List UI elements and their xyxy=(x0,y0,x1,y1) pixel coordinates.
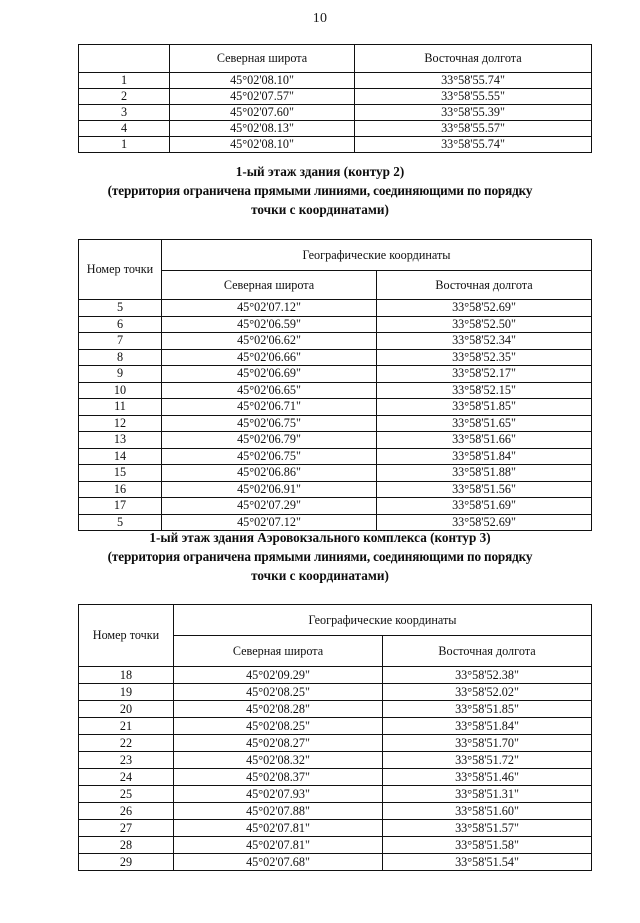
cell-latitude: 45°02'06.91" xyxy=(162,481,377,498)
table-row xyxy=(79,820,592,837)
cell-point-number: 13 xyxy=(79,432,162,449)
header-latitude: Северная широта xyxy=(162,271,377,300)
table-row xyxy=(79,121,592,137)
cell-longitude: 33°58'51.85" xyxy=(377,399,592,416)
table-row xyxy=(79,837,592,854)
cell-latitude: 45°02'08.37" xyxy=(174,769,383,786)
cell-point-number: 9 xyxy=(79,366,162,383)
cell-point-number: 3 xyxy=(79,105,170,121)
cell-latitude: 45°02'08.28" xyxy=(174,701,383,718)
header-point-number: Номер точки xyxy=(79,240,162,300)
cell-point-number: 14 xyxy=(79,448,162,465)
cell-point-number: 12 xyxy=(79,415,162,432)
cell-longitude: 33°58'51.69" xyxy=(377,498,592,515)
cell-longitude: 33°58'52.38" xyxy=(383,667,592,684)
table-header-row-group xyxy=(79,605,592,636)
cell-longitude: 33°58'51.84" xyxy=(377,448,592,465)
table-row xyxy=(79,349,592,366)
cell-longitude: 33°58'51.57" xyxy=(383,820,592,837)
header-longitude: Восточная долгота xyxy=(377,271,592,300)
heading-line-title: 1-ый этаж здания (контур 2) xyxy=(235,164,405,179)
coordinates-table-contour-1 xyxy=(78,44,592,153)
cell-longitude: 33°58'51.84" xyxy=(383,718,592,735)
cell-point-number: 5 xyxy=(79,300,162,317)
table-row xyxy=(79,498,592,515)
heading-line-description: (территория ограничена прямыми линиями, соединяющими по порядку xyxy=(107,183,533,198)
table-body xyxy=(79,73,592,153)
cell-latitude: 45°02'08.13" xyxy=(170,121,355,137)
cell-longitude: 33°58'51.54" xyxy=(383,854,592,871)
cell-point-number: 1 xyxy=(79,137,170,153)
coordinates-table-contour-3 xyxy=(78,604,592,871)
cell-longitude: 33°58'51.60" xyxy=(383,803,592,820)
cell-point-number: 28 xyxy=(79,837,174,854)
cell-latitude: 45°02'08.10" xyxy=(170,73,355,89)
cell-longitude: 33°58'51.72" xyxy=(383,752,592,769)
cell-longitude: 33°58'52.35" xyxy=(377,349,592,366)
table-row xyxy=(79,137,592,153)
cell-latitude: 45°02'07.81" xyxy=(174,837,383,854)
table-row xyxy=(79,718,592,735)
cell-longitude: 33°58'51.65" xyxy=(377,415,592,432)
heading-line-description: (территория ограничена прямыми линиями, соединяющими по порядку xyxy=(107,549,533,564)
cell-longitude: 33°58'52.69" xyxy=(377,514,592,531)
cell-point-number: 29 xyxy=(79,854,174,871)
page-number: 10 xyxy=(312,11,328,26)
cell-point-number: 27 xyxy=(79,820,174,837)
cell-point-number: 6 xyxy=(79,316,162,333)
table-row xyxy=(79,465,592,482)
header-point-number: Номер точки xyxy=(79,605,174,667)
cell-point-number: 4 xyxy=(79,121,170,137)
cell-latitude: 45°02'06.59" xyxy=(162,316,377,333)
cell-latitude: 45°02'08.10" xyxy=(170,137,355,153)
cell-point-number: 1 xyxy=(79,73,170,89)
table-header-row xyxy=(79,45,592,73)
cell-latitude: 45°02'06.65" xyxy=(162,382,377,399)
table-row xyxy=(79,481,592,498)
cell-latitude: 45°02'07.57" xyxy=(170,89,355,105)
cell-latitude: 45°02'08.32" xyxy=(174,752,383,769)
coordinates-table-contour-2 xyxy=(78,239,592,531)
cell-latitude: 45°02'07.12" xyxy=(162,514,377,531)
table-row xyxy=(79,803,592,820)
cell-latitude: 45°02'07.12" xyxy=(162,300,377,317)
cell-point-number: 26 xyxy=(79,803,174,820)
cell-latitude: 45°02'07.68" xyxy=(174,854,383,871)
header-longitude: Восточная долгота xyxy=(383,636,592,667)
cell-point-number: 7 xyxy=(79,333,162,350)
header-latitude: Северная широта xyxy=(170,45,355,73)
cell-latitude: 45°02'06.75" xyxy=(162,415,377,432)
table-row xyxy=(79,432,592,449)
table-row xyxy=(79,399,592,416)
table-header xyxy=(79,605,592,667)
table-row xyxy=(79,769,592,786)
cell-longitude: 33°58'52.02" xyxy=(383,684,592,701)
cell-longitude: 33°58'51.46" xyxy=(383,769,592,786)
table-row xyxy=(79,752,592,769)
header-geographic-coordinates: Географические координаты xyxy=(174,605,592,636)
cell-latitude: 45°02'06.75" xyxy=(162,448,377,465)
cell-latitude: 45°02'06.86" xyxy=(162,465,377,482)
cell-latitude: 45°02'06.66" xyxy=(162,349,377,366)
table-header xyxy=(79,240,592,300)
cell-longitude: 33°58'55.74" xyxy=(355,73,592,89)
table-body xyxy=(79,300,592,531)
cell-longitude: 33°58'52.17" xyxy=(377,366,592,383)
cell-point-number: 23 xyxy=(79,752,174,769)
cell-longitude: 33°58'55.55" xyxy=(355,89,592,105)
cell-longitude: 33°58'51.88" xyxy=(377,465,592,482)
table-body xyxy=(79,667,592,871)
cell-point-number: 15 xyxy=(79,465,162,482)
table-row xyxy=(79,448,592,465)
section-heading-contour-3 xyxy=(40,528,600,585)
table-row xyxy=(79,73,592,89)
cell-latitude: 45°02'07.29" xyxy=(162,498,377,515)
table-row xyxy=(79,854,592,871)
cell-longitude: 33°58'55.39" xyxy=(355,105,592,121)
cell-longitude: 33°58'51.85" xyxy=(383,701,592,718)
table-row xyxy=(79,382,592,399)
table-row xyxy=(79,667,592,684)
cell-latitude: 45°02'09.29" xyxy=(174,667,383,684)
table-header xyxy=(79,45,592,73)
heading-line-description-cont: точки с координатами) xyxy=(251,568,389,583)
table-row xyxy=(79,366,592,383)
cell-point-number: 19 xyxy=(79,684,174,701)
cell-longitude: 33°58'52.15" xyxy=(377,382,592,399)
cell-point-number: 18 xyxy=(79,667,174,684)
cell-point-number: 21 xyxy=(79,718,174,735)
cell-point-number: 25 xyxy=(79,786,174,803)
cell-point-number: 24 xyxy=(79,769,174,786)
table-row xyxy=(79,316,592,333)
cell-latitude: 45°02'06.69" xyxy=(162,366,377,383)
cell-latitude: 45°02'07.88" xyxy=(174,803,383,820)
table-header-row-group xyxy=(79,240,592,271)
cell-latitude: 45°02'06.62" xyxy=(162,333,377,350)
table-row xyxy=(79,89,592,105)
header-latitude: Северная широта xyxy=(174,636,383,667)
section-heading-contour-2 xyxy=(40,162,600,219)
cell-point-number: 16 xyxy=(79,481,162,498)
cell-point-number: 10 xyxy=(79,382,162,399)
cell-longitude: 33°58'52.34" xyxy=(377,333,592,350)
table-row xyxy=(79,415,592,432)
cell-longitude: 33°58'51.70" xyxy=(383,735,592,752)
cell-point-number: 8 xyxy=(79,349,162,366)
table-row xyxy=(79,735,592,752)
cell-longitude: 33°58'51.56" xyxy=(377,481,592,498)
header-point-number xyxy=(79,45,170,73)
table-row xyxy=(79,684,592,701)
cell-longitude: 33°58'51.66" xyxy=(377,432,592,449)
heading-line-title: 1-ый этаж здания Аэровокзального комплекса (контур 3) xyxy=(149,530,491,545)
cell-longitude: 33°58'52.69" xyxy=(377,300,592,317)
cell-point-number: 11 xyxy=(79,399,162,416)
table-row xyxy=(79,105,592,121)
cell-longitude: 33°58'52.50" xyxy=(377,316,592,333)
cell-point-number: 20 xyxy=(79,701,174,718)
heading-line-description-cont: точки с координатами) xyxy=(251,202,389,217)
header-geographic-coordinates: Географические координаты xyxy=(162,240,592,271)
table-row xyxy=(79,701,592,718)
cell-longitude: 33°58'51.31" xyxy=(383,786,592,803)
cell-longitude: 33°58'51.58" xyxy=(383,837,592,854)
cell-point-number: 5 xyxy=(79,514,162,531)
header-longitude: Восточная долгота xyxy=(355,45,592,73)
cell-latitude: 45°02'08.27" xyxy=(174,735,383,752)
table-row xyxy=(79,786,592,803)
cell-longitude: 33°58'55.74" xyxy=(355,137,592,153)
cell-latitude: 45°02'06.79" xyxy=(162,432,377,449)
cell-point-number: 2 xyxy=(79,89,170,105)
cell-point-number: 17 xyxy=(79,498,162,515)
cell-latitude: 45°02'08.25" xyxy=(174,684,383,701)
table-row xyxy=(79,300,592,317)
cell-latitude: 45°02'07.60" xyxy=(170,105,355,121)
cell-latitude: 45°02'07.81" xyxy=(174,820,383,837)
cell-latitude: 45°02'07.93" xyxy=(174,786,383,803)
table-row xyxy=(79,333,592,350)
cell-point-number: 22 xyxy=(79,735,174,752)
cell-longitude: 33°58'55.57" xyxy=(355,121,592,137)
cell-latitude: 45°02'08.25" xyxy=(174,718,383,735)
cell-latitude: 45°02'06.71" xyxy=(162,399,377,416)
